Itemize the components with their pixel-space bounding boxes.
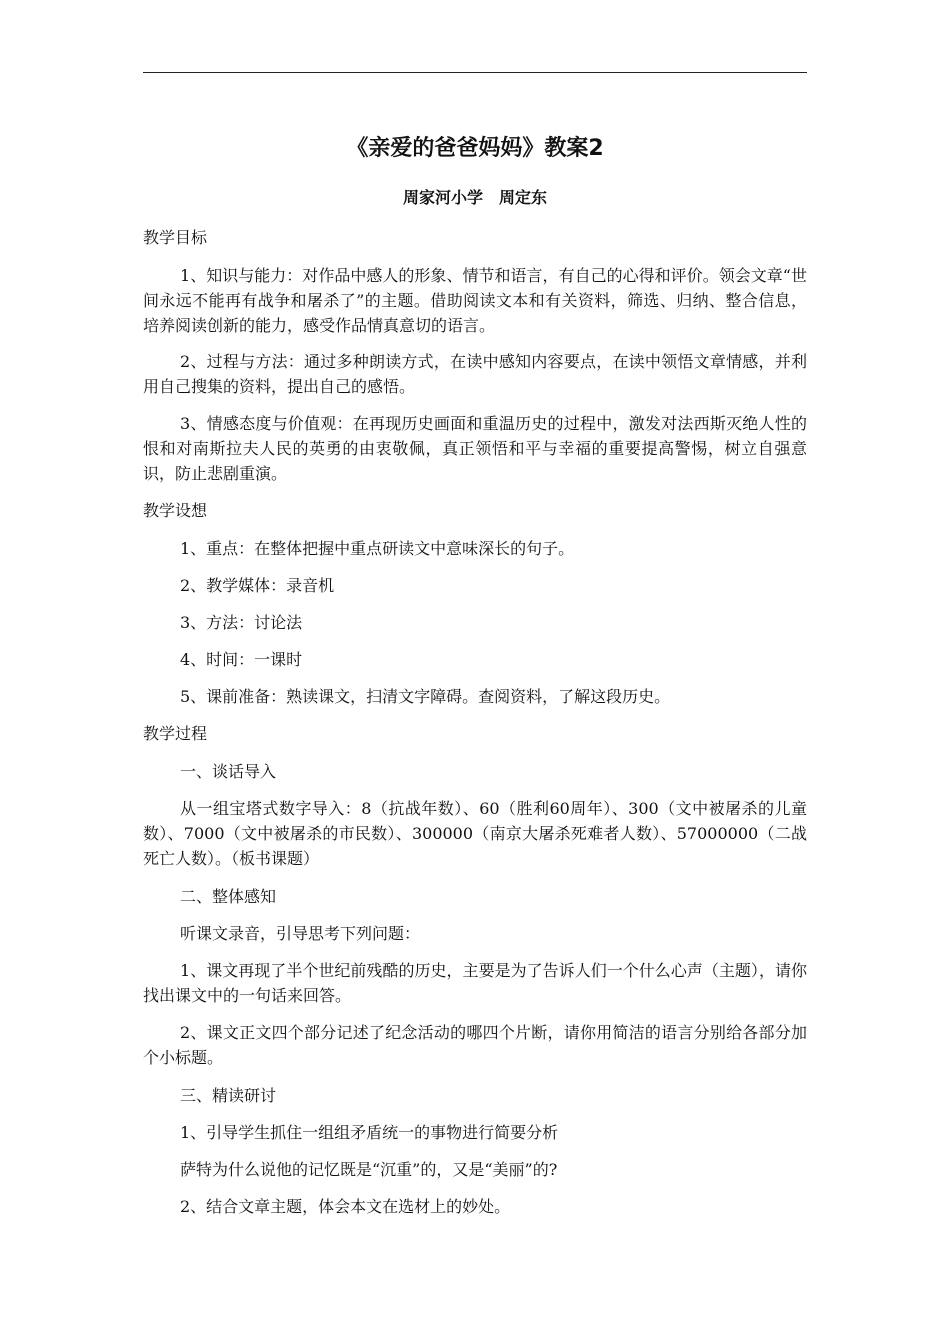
process-step2-intro: 听课文录音，引导思考下列问题： [180, 924, 421, 943]
design-item-3: 3、方法：讨论法 [180, 613, 303, 632]
process-step1-title: 一、谈话导入 [180, 762, 277, 781]
design-item-4: 4、时间：一课时 [180, 650, 303, 669]
process-step2-question-2: 2、课文正文四个部分记述了纪念活动的哪四个片断，请你用简洁的语言分别给各部分加个小标题。 [143, 1023, 807, 1067]
header-rule [143, 72, 807, 73]
design-item-2: 2、教学媒体：录音机 [180, 576, 335, 595]
design-item-5: 5、课前准备：熟读课文，扫清文字障碍。查阅资料，了解这段历史。 [180, 687, 671, 706]
goal-item-1: 1、知识与能力：对作品中感人的形象、情节和语言，有自己的心得和评价。领会文章“世间永远不能再有战争和屠杀了”的主题。借助阅读文本和有关资料，筛选、归纳、整合信息，培养阅读创新的能力，感受作品情真意切的语言。 [143, 266, 807, 335]
document-title: 《亲爱的爸爸妈妈》教案2 [346, 136, 604, 161]
process-step1-text: 从一组宝塔式数字导入：8（抗战年数）、60（胜利60周年）、300（文中被屠杀的儿童数）、7000（文中被屠杀的市民数）、300000（南京大屠杀死难者人数）、57000000（二战死亡人数）。（板书课题） [143, 799, 807, 868]
goal-item-2: 2、过程与方法：通过多种朗读方式，在读中感知内容要点，在读中领悟文章情感，并利用自己搜集的资料，提出自己的感悟。 [143, 352, 807, 396]
section-heading-goals: 教学目标 [143, 228, 208, 247]
process-step3-title: 三、精读研讨 [180, 1086, 277, 1105]
process-step3-item-1: 1、引导学生抓住一组组矛盾统一的事物进行简要分析 [180, 1123, 559, 1142]
process-step2-title: 二、整体感知 [180, 887, 277, 906]
process-step3-question: 萨特为什么说他的记忆既是“沉重”的，又是“美丽”的? [180, 1160, 558, 1179]
document-author: 周家河小学 周定东 [402, 188, 547, 207]
design-item-1: 1、重点：在整体把握中重点研读文中意味深长的句子。 [180, 539, 575, 558]
section-heading-process: 教学过程 [143, 724, 208, 743]
process-step2-question-1: 1、课文再现了半个世纪前残酷的历史，主要是为了告诉人们一个什么心声（主题），请你找出课文中的一句话来回答。 [143, 961, 807, 1005]
section-heading-design: 教学设想 [143, 501, 208, 520]
process-step3-item-2: 2、结合文章主题，体会本文在选材上的妙处。 [180, 1197, 511, 1216]
goal-item-3: 3、情感态度与价值观：在再现历史画面和重温历史的过程中，激发对法西斯灭绝人性的恨和对南斯拉夫人民的英勇的由衷敬佩，真正领悟和平与幸福的重要提高警惕，树立自强意识，防止悲剧重演。 [143, 414, 807, 483]
